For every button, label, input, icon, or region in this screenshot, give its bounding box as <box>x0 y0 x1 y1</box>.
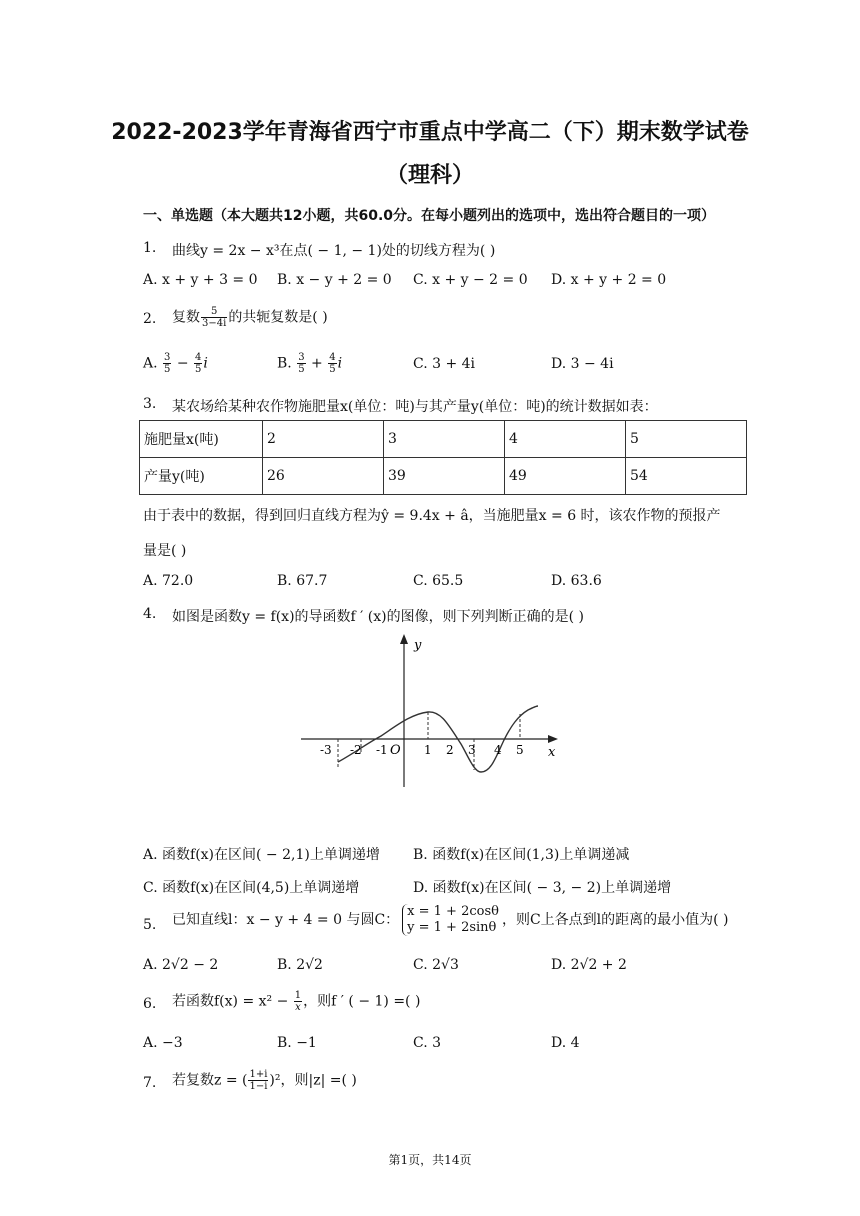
page-footer: 第1页，共14页 <box>388 1153 472 1167</box>
question-7-text: 若复数z = ( $\frac{1+i}{1-i}$ )²，则|z| =( ) <box>172 1069 357 1092</box>
origin-label: O <box>390 743 401 758</box>
parametric-system: x = 1 + 2cosθ y = 1 + 2sinθ <box>402 904 499 936</box>
question-3-continuation-1: 由于表中的数据，得到回归直线方程为ŷ = 9.4x + â，当施肥量x = 6 时，该农作物的预报产 <box>143 508 721 524</box>
q4-option-c: C. 函数f(x)在区间(4,5)上单调递增 <box>143 880 360 896</box>
question-2-number: 2. <box>143 311 157 327</box>
tick-label: 2 <box>446 743 454 757</box>
question-3-continuation-2: 量是( ) <box>143 543 187 559</box>
question-5-number: 5. <box>143 917 157 933</box>
q5-option-c: C. 2√3 <box>413 957 459 973</box>
tick-label: 1 <box>424 743 432 757</box>
q2-option-b: B. $\frac{3}{5}$ + $\frac{4}{5}$ i <box>277 352 343 375</box>
tick-label: 5 <box>516 743 524 757</box>
question-1-text: 曲线y = 2x − x³在点( − 1, − 1)处的切线方程为( ) <box>172 243 496 259</box>
q2-option-d: D. 3 − 4i <box>551 356 614 372</box>
q2-option-a: A. $\frac{3}{5}$ − $\frac{4}{5}$ i <box>143 352 208 375</box>
q3-option-d: D. 63.6 <box>551 573 602 589</box>
q1-option-d: D. x + y + 2 = 0 <box>551 272 667 288</box>
question-1-number: 1. <box>143 240 157 256</box>
tick-label: -2 <box>350 743 362 757</box>
question-6-text: 若函数f(x) = x² − $\frac{1}{x}$ ，则f ′ ( − 1) =( ) <box>172 990 421 1013</box>
table-cell: 2 <box>263 421 384 458</box>
page-subtitle: （理科） <box>385 163 474 188</box>
question-3-text: 某农场给某种农作物施肥量x(单位：吨)与其产量y(单位：吨)的统计数据如表： <box>172 399 658 415</box>
tick-label: -3 <box>320 743 332 757</box>
question-2-text: 复数 $\frac{5}{3-4i}$ 的共轭复数是( ) <box>172 306 328 329</box>
tick-label: 3 <box>468 743 476 757</box>
question-5-text: 已知直线l：x − y + 4 = 0 与圆C： x = 1 + 2cosθ y = 1 + 2sinθ ，则C上各点到l的距离的最小值为( ) <box>172 904 729 935</box>
page-title: 2022-2023学年青海省西宁市重点中学高二（下）期末数学试卷 <box>111 120 749 145</box>
derivative-graph <box>296 632 566 792</box>
q2-option-c: C. 3 + 4i <box>413 356 476 372</box>
q5-option-b: B. 2√2 <box>277 957 323 973</box>
q4-option-b: B. 函数f(x)在区间(1,3)上单调递减 <box>413 847 630 863</box>
table-cell: 产量y(吨) <box>140 458 263 495</box>
y-axis-arrow <box>400 634 408 644</box>
q1-option-a: A. x + y + 3 = 0 <box>143 272 258 288</box>
table-cell: 54 <box>626 458 747 495</box>
q7-fraction: $\frac{1+i}{1-i}$ <box>249 1069 268 1092</box>
tick-label: -1 <box>376 743 388 757</box>
q4-option-d: D. 函数f(x)在区间( − 3, − 2)上单调递增 <box>413 880 672 896</box>
q6-option-c: C. 3 <box>413 1035 442 1051</box>
y-axis-label: y <box>414 638 422 653</box>
table-cell: 26 <box>263 458 384 495</box>
question-7-number: 7. <box>143 1075 157 1091</box>
x-axis-label: x <box>548 745 556 760</box>
q5-option-a: A. 2√2 − 2 <box>143 957 219 973</box>
q4-option-a: A. 函数f(x)在区间( − 2,1)上单调递增 <box>143 847 380 863</box>
q3-option-b: B. 67.7 <box>277 573 328 589</box>
q6-option-b: B. −1 <box>277 1035 317 1051</box>
q3-option-c: C. 65.5 <box>413 573 464 589</box>
question-4-number: 4. <box>143 606 157 622</box>
table-row <box>140 458 747 495</box>
table-cell: 49 <box>505 458 626 495</box>
q5-option-d: D. 2√2 + 2 <box>551 957 627 973</box>
data-table <box>139 420 747 495</box>
x-axis-arrow <box>548 735 558 743</box>
question-6-number: 6. <box>143 996 157 1012</box>
q6-fraction: $\frac{1}{x}$ <box>294 990 302 1013</box>
table-cell: 5 <box>626 421 747 458</box>
q6-option-d: D. 4 <box>551 1035 580 1051</box>
question-3-number: 3. <box>143 396 157 412</box>
q1-option-c: C. x + y − 2 = 0 <box>413 272 528 288</box>
table-cell: 39 <box>384 458 505 495</box>
q1-option-b: B. x − y + 2 = 0 <box>277 272 392 288</box>
q2-fraction: $\frac{5}{3-4i}$ <box>202 306 227 329</box>
tick-label: 4 <box>494 743 502 757</box>
table-row <box>140 421 747 458</box>
table-cell: 施肥量x(吨) <box>140 421 263 458</box>
table-cell: 4 <box>505 421 626 458</box>
section-header: 一、单选题（本大题共12小题，共60.0分。在每小题列出的选项中，选出符合题目的一项） <box>143 208 716 224</box>
q3-option-a: A. 72.0 <box>143 573 194 589</box>
table-cell: 3 <box>384 421 505 458</box>
question-4-text: 如图是函数y = f(x)的导函数f ′ (x)的图像，则下列判断正确的是( ) <box>172 609 584 625</box>
q6-option-a: A. −3 <box>143 1035 183 1051</box>
